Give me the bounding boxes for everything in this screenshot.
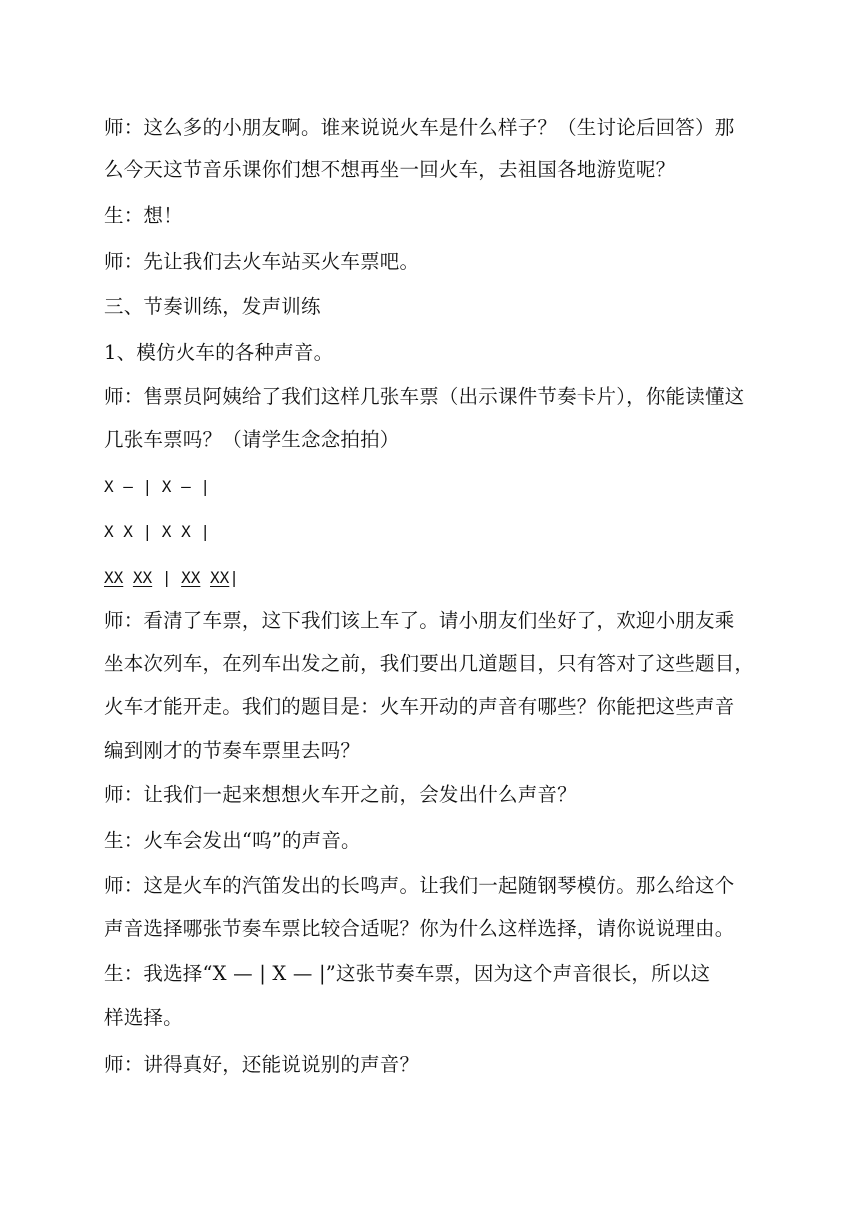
paragraph-line: 师：讲得真好，还能说说别的声音？: [104, 1053, 420, 1076]
rhythm-card-2: X X | X X |: [104, 522, 210, 541]
section-heading: 三、节奏训练，发声训练: [104, 295, 321, 318]
paragraph-line: 师：这是火车的汽笛发出的长鸣声。让我们一起随钢琴模仿。那么给这个: [104, 874, 735, 897]
paragraph-line: 生：想！: [104, 204, 183, 227]
rhythm-barline: |: [229, 568, 239, 587]
paragraph-line: 编到刚才的节奏车票里去吗？: [104, 739, 361, 762]
rhythm-beat: XX: [210, 568, 230, 587]
paragraph-line: 火车才能开走。我们的题目是：火车开动的声音有哪些？你能把这些声音: [104, 695, 735, 718]
paragraph-line: 师：先让我们去火车站买火车票吧。: [104, 250, 420, 273]
paragraph-line: 生：火车会发出“呜”的声音。: [104, 829, 361, 852]
paragraph-line: 师：这么多的小朋友啊。谁来说说火车是什么样子？（生讨论后回答）那: [104, 116, 735, 139]
paragraph-line: 师：售票员阿姨给了我们这样几张车票（出示课件节奏卡片），你能读懂这: [104, 385, 745, 408]
rhythm-beat: XX: [181, 568, 201, 587]
paragraph-line: 么今天这节音乐课你们想不想再坐一回火车，去祖国各地游览呢？: [104, 158, 676, 181]
rhythm-beat: XX: [132, 568, 153, 587]
subsection-heading: 1、模仿火车的各种声音。: [104, 341, 334, 364]
paragraph-line: 生：我选择“X — | X — |”这张节奏车票，因为这个声音很长，所以这: [104, 962, 711, 985]
rhythm-card-3: [104, 566, 760, 590]
paragraph-line: 样选择。: [104, 1006, 183, 1029]
paragraph-line: 几张车票吗？（请学生念念拍拍）: [104, 428, 400, 451]
paragraph-line: 师：看清了车票，这下我们该上车了。请小朋友们坐好了，欢迎小朋友乘: [104, 609, 735, 632]
rhythm-barline: |: [161, 568, 172, 587]
paragraph-line: 声音选择哪张节奏车票比较合适呢？你为什么这样选择，请你说说理由。: [104, 917, 735, 940]
rhythm-beat: XX: [104, 568, 124, 587]
paragraph-line: 坐本次列车，在列车出发之前，我们要出几道题目，只有答对了这些题目，: [104, 652, 755, 675]
paragraph-line: 师：让我们一起来想想火车开之前，会发出什么声音？: [104, 783, 577, 806]
rhythm-card-1: X — | X — |: [104, 477, 210, 496]
